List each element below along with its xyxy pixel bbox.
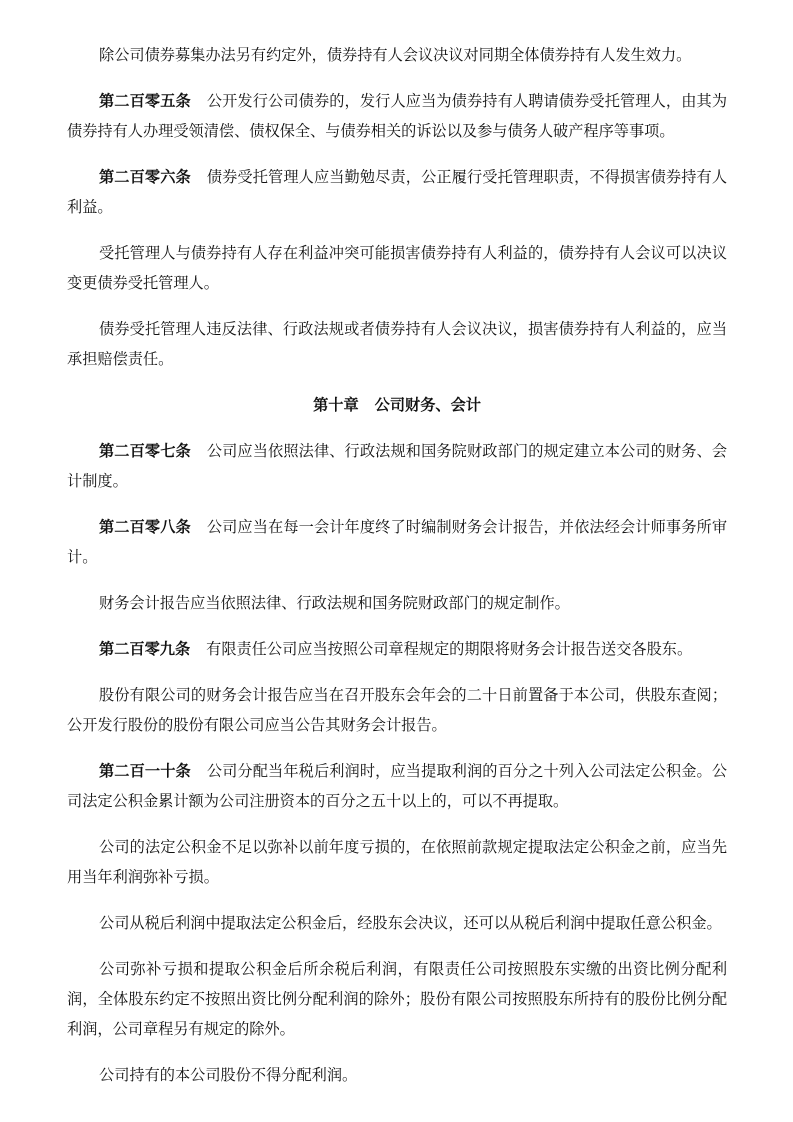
paragraph-text: 公司应当在每一会计年度终了时编制财务会计报告，并依法经会计师事务所审计。	[67, 518, 728, 566]
article-paragraph	[67, 512, 727, 572]
paragraph-text: 债券受托管理人应当勤勉尽责，公正履行受托管理职责，不得损害债券持有人利益。	[67, 168, 728, 216]
paragraph-text: 公司从税后利润中提取法定公积金后，经股东会决议，还可以从税后利润中提取任意公积金。	[99, 914, 722, 932]
chapter-number: 第十章	[313, 396, 359, 414]
paragraph	[67, 588, 727, 618]
paragraph	[67, 40, 727, 70]
paragraph-text: 除公司债券募集办法另有约定外，债券持有人会议决议对同期全体债券持有人发生效力。	[99, 46, 692, 64]
paragraph-text: 受托管理人与债券持有人存在利益冲突可能损害债券持有人利益的，债券持有人会议可以决议变更债券受托管理人。	[67, 244, 727, 292]
paragraph	[67, 1060, 727, 1090]
article-paragraph	[67, 634, 727, 664]
paragraph	[67, 954, 727, 1044]
paragraph-text: 公司持有的本公司股份不得分配利润。	[99, 1066, 358, 1084]
paragraph-text: 公司应当依照法律、行政法规和国务院财政部门的规定建立本公司的财务、会计制度。	[67, 442, 728, 490]
paragraph-text: 公司分配当年税后利润时，应当提取利润的百分之十列入公司法定公积金。公司法定公积金累计额为公司注册资本的百分之五十以上的，可以不再提取。	[67, 762, 728, 810]
article-paragraph	[67, 86, 727, 146]
article-number: 第二百零九条	[99, 640, 191, 658]
article-number: 第二百零七条	[99, 442, 191, 460]
paragraph	[67, 832, 727, 892]
article-number: 第二百零六条	[99, 168, 191, 186]
article-number: 第二百一十条	[99, 762, 191, 780]
paragraph-text: 有限责任公司应当按照公司章程规定的期限将财务会计报告送交各股东。	[206, 640, 693, 658]
article-paragraph	[67, 756, 727, 816]
paragraph	[67, 314, 727, 374]
chapter-heading	[67, 390, 727, 420]
paragraph-text: 债券受托管理人违反法律、行政法规或者债券持有人会议决议，损害债券持有人利益的，应当承担赔偿责任。	[67, 320, 727, 368]
paragraph-text: 公开发行公司债券的，发行人应当为债券持有人聘请债券受托管理人，由其为债券持有人办理受领清偿、债权保全、与债券相关的诉讼以及参与债务人破产程序等事项。	[67, 92, 728, 140]
article-paragraph	[67, 436, 727, 496]
chapter-title: 公司财务、会计	[374, 396, 481, 414]
paragraph-text: 公司弥补亏损和提取公积金后所余税后利润，有限责任公司按照股东实缴的出资比例分配利润，全体股东约定不按照出资比例分配利润的除外；股份有限公司按照股东所持有的股份比例分配利润，公司章程另有规定的除外。	[67, 960, 727, 1038]
paragraph-text: 公司的法定公积金不足以弥补以前年度亏损的，在依照前款规定提取法定公积金之前，应当先用当年利润弥补亏损。	[67, 838, 727, 886]
paragraph	[67, 238, 727, 298]
document-page	[67, 40, 727, 1106]
paragraph-text: 股份有限公司的财务会计报告应当在召开股东会年会的二十日前置备于本公司，供股东查阅；公开发行股份的股份有限公司应当公告其财务会计报告。	[67, 686, 727, 734]
article-number: 第二百零五条	[99, 92, 191, 110]
paragraph-text: 财务会计报告应当依照法律、行政法规和国务院财政部门的规定制作。	[99, 594, 570, 612]
article-number: 第二百零八条	[99, 518, 191, 536]
paragraph	[67, 680, 727, 740]
article-paragraph	[67, 162, 727, 222]
paragraph	[67, 908, 727, 938]
